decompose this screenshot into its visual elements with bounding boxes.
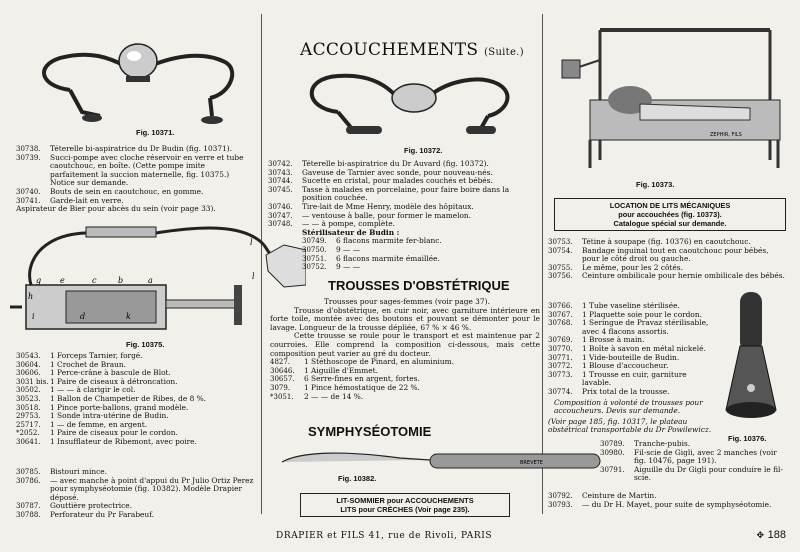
lit-sommier-line-2: LITS pour CRÈCHES (Voir page 235). (340, 505, 470, 514)
fig-10375-label-e: e (60, 276, 65, 285)
entry-30543: 30543. 1 Forceps Tarnier, forgé. (16, 351, 143, 360)
entry-30785: 30785. Bistouri mince. (16, 467, 108, 476)
col1-entries-top (16, 145, 256, 214)
entry-30774: 30774. Prix total de la trousse. (548, 386, 670, 396)
fig-10375-label-h: i (32, 312, 35, 321)
entry-30793: 30793. — du Dr H. Mayet, pour suite de symphyséotomie. (548, 499, 772, 509)
entry-30738: 30738. Téterelle bi-aspiratrice du Dr Budin (fig. 10371). (16, 144, 233, 153)
entry-3079: 3079. 1 Pince hémostatique de 22 %. (270, 382, 420, 392)
entry-30606: 30606. 1 Perce-crâne à bascule de Blot. (16, 368, 171, 378)
entry-30739: 30739. Succi-pompe avec cloche réservoir en verre et tube caoutchouc, en boîte. (Cette pompe imite parfaitement la succion maternelle, fig. 10375.) Notice sur demande. (16, 152, 244, 188)
entry-30755: 30755. Le même, pour les 2 côtés. (548, 262, 683, 272)
fig-10371-illustration (30, 36, 240, 128)
entry-30646: 30646. 1 Aiguille d'Emmet. (270, 365, 378, 375)
entry-30742: 30742. Téterelle bi-aspiratrice du Dr Auvard (fig. 10372). (268, 159, 489, 168)
location-line-2: pour accouchées (fig. 10373). (618, 210, 722, 219)
entry-30750: 30750. 9 — — (302, 244, 361, 254)
fig-10373-caption: Fig. 10373. (636, 180, 675, 189)
entry-30753: 30753. Tétine à soupape (fig. 10376) en caoutchouc. (548, 237, 751, 246)
fig-10375-label-d: d (80, 312, 86, 321)
entry-2052: *2052. 1 Paire de ciseaux pour le cordon. (16, 428, 178, 438)
entry-30791: 30791. Aiguille du Dr Gigli pour conduire le fil-scie. (600, 464, 783, 483)
fig-10375-caption: Fig. 10375. (126, 340, 165, 349)
entry-aspirateur-bier: Aspirateur de Bier pour abcès du sein (voir page 33). (16, 204, 216, 214)
fig-10372-illustration (298, 68, 518, 144)
column-divider-right (542, 14, 543, 514)
lit-sommier-box (300, 493, 510, 517)
entry-30792: 30792. Ceinture de Martin. (548, 491, 657, 500)
entry-30754: 30754. Bandage inguinal tout en caoutchouc pour bébés, pour le côté droit ou gauche. (548, 245, 769, 264)
fig-10372-caption: Fig. 10372. (404, 146, 443, 155)
col1-entries-mid (16, 352, 256, 447)
col2-entries-top (268, 160, 538, 272)
entry-30770: 30770. 1 Boîte à savon en métal nickelé. (548, 343, 706, 353)
fig-10382-engraving: BREVETE (520, 460, 543, 466)
entry-30518: 30518. 1 Pince porte-ballons, grand modèle. (16, 402, 189, 412)
plateau-note: (Voir page 185, fig. 10317, le plateau obstétrical transportable du Dr Powilewicz. (548, 416, 712, 435)
entry-30751: 30751. 6 flacons marmite émaillée. (302, 253, 440, 263)
entry-30741: 30741. Garde-lait en verre. (16, 195, 124, 205)
col1-entries-bottom (16, 468, 256, 520)
entry-30773: 30773. 1 Trousse en cuir, garniture lavable. (548, 369, 687, 388)
entry-30767: 30767. 1 Plaquette soie pour le cordon. (548, 309, 702, 319)
entry-30744: 30744. Sucette en cristal, pour malades couchés et bébés. (268, 176, 493, 186)
fig-10375-label-k: l (250, 238, 253, 247)
entry-3051: *3051. 2 — — de 14 %. (270, 391, 364, 401)
fig-10375-label-c: c (92, 276, 97, 285)
composition-note: Composition à volonté de trousses pour accoucheurs. Devis sur demande. (554, 397, 703, 416)
fig-10371-caption: Fig. 10371. (136, 128, 175, 137)
fig-10375-label-b: b (118, 276, 124, 285)
fig-10376-illustration (722, 290, 780, 430)
location-lits-box (554, 198, 786, 231)
entry-30771: 30771. 1 Vide-bouteille de Budin. (548, 352, 680, 362)
ornament-icon: ✥ (756, 531, 764, 541)
page-number: 188 (767, 529, 786, 541)
trousses-line-1: Trousses pour sages-femmes (voir page 37). (324, 297, 490, 306)
trousses-line-2: Trousse d'obstétrique, en cuir noir, avec garniture intérieure en forte toile, montée avec des boutons et pouvant se démonter pour le lavage. Longueur de la trousse dépliée, 67 % × 46 %. (270, 305, 540, 332)
page-title (300, 40, 524, 60)
entry-30746: 30746. Tire-lait de Mme Henry, modèle des hôpitaux. (268, 201, 474, 211)
fig-10375-label-a: a (148, 276, 153, 285)
entry-30752: 30752. 9 — — (302, 262, 361, 272)
fig-10375-label-g: h (28, 292, 34, 301)
entry-30769: 30769. 1 Brosse à main. (548, 335, 645, 345)
location-line-3: Catalogue spécial sur demande. (613, 219, 727, 228)
entry-30768: 30768. 1 Seringue de Pravaz stérilisable, avec 4 flacons assortis. (548, 318, 709, 336)
entry-30772: 30772. 1 Blouse d'accoucheur. (548, 361, 669, 371)
publisher-footer: DRAPIER et FILS 41, rue de Rivoli, PARIS (276, 531, 493, 541)
entry-30786: 30786. — avec manche à point d'appui du Pr Julio Ortiz Perez pour symphyséotomie (fig. 10382). Modèle Drapier déposé. (16, 475, 254, 502)
entry-30747: 30747. — ventouse à balle, pour former le mamelon. (268, 210, 472, 220)
entry-30740: 30740. Bouts de sein en caoutchouc, en gomme. (16, 186, 204, 196)
entry-30745: 30745. Tasse à malades en porcelaine, pour faire boire dans la position couchée. (268, 184, 510, 203)
symphyseotomie-title: SYMPHYSÉOTOMIE (308, 424, 432, 439)
entry-30980: 30980. Fil-scie de Gigli, avec 2 manches (voir fig. 10476, page 191). (600, 447, 777, 466)
entry-30787: 30787. Gouttière protectrice. (16, 501, 132, 511)
fig-10382-caption: Fig. 10382. (338, 474, 377, 483)
entry-30756: 30756. Ceinture ombilicale pour hernie ombilicale des bébés. (548, 271, 785, 281)
entry-30789: 30789. Tranche-pubis. (600, 439, 691, 448)
title-subtitle: (Suite.) (484, 47, 524, 58)
entry-30748: 30748. — — à pompe, complète. (268, 219, 395, 229)
entry-4827: 4827. 1 Stéthoscope de Pinard, en aluminium. (270, 357, 455, 367)
col3-entries-final (548, 492, 788, 509)
entry-29753: 29753. 1 Sonde intra-utérine de Budin. (16, 411, 169, 421)
entry-30641: 30641. 1 Insufflateur de Ribemont, avec poire. (16, 436, 197, 446)
trousses-line-3: Cette trousse se roule pour le transport et est maintenue par 2 courroies. Elle comprend la composition ci-dessous, mais cette composition peut varier au gré du docteur. (270, 331, 540, 358)
trousses-title: TROUSSES D'OBSTÉTRIQUE (328, 278, 510, 293)
sterilisateur-heading: Stérilisateur de Budin : (302, 227, 400, 237)
title-text: ACCOUCHEMENTS (300, 40, 479, 60)
fig-10376-caption: Fig. 10376. (728, 434, 767, 443)
fig-10375-label-i: k (126, 312, 131, 321)
entry-25717: 25717. 1 — de femme, en argent. (16, 419, 148, 429)
fig-10375-illustration (6, 215, 306, 343)
fig-10373-illustration (560, 20, 782, 176)
col3-entries-top (548, 238, 788, 281)
col3-entries-mid (548, 302, 716, 435)
entry-30523: 30523. 1 Ballon de Champetier de Ribes, de 8 %. (16, 393, 207, 403)
entry-30604: 30604. 1 Crochet de Braun. (16, 359, 126, 369)
entry-30788: 30788. Perforateur du Pr Farabeuf. (16, 509, 155, 519)
entry-30657: 30657. 6 Serre-fines en argent, fortes. (270, 374, 420, 384)
trousses-description (270, 298, 540, 401)
entry-3031bis: 3031 bis. 1 Paire de ciseaux à détroncation. (16, 376, 178, 386)
entry-30766: 30766. 1 Tube vaseline stérilisée. (548, 301, 680, 310)
fig-10373-plate: ZEPHIR, FILS (710, 132, 742, 138)
fig-10375-label-l: l (252, 272, 255, 281)
fig-10382-illustration (280, 440, 610, 484)
fig-10375-label-f: g (36, 276, 42, 285)
lit-sommier-line-1: LIT-SOMMIER pour ACCOUCHEMENTS (336, 496, 474, 505)
entry-30502: 30502. 1 — — à clarigir le col. (16, 385, 136, 395)
location-line-1: LOCATION DE LITS MÉCANIQUES (609, 201, 731, 210)
entry-30749: 30749. 6 flacons marmite fer-blanc. (302, 236, 442, 246)
col3-entries-bottom (600, 440, 790, 483)
entry-30743: 30743. Gaveuse de Tarnier avec sonde, pour nouveau-nés. (268, 167, 493, 177)
